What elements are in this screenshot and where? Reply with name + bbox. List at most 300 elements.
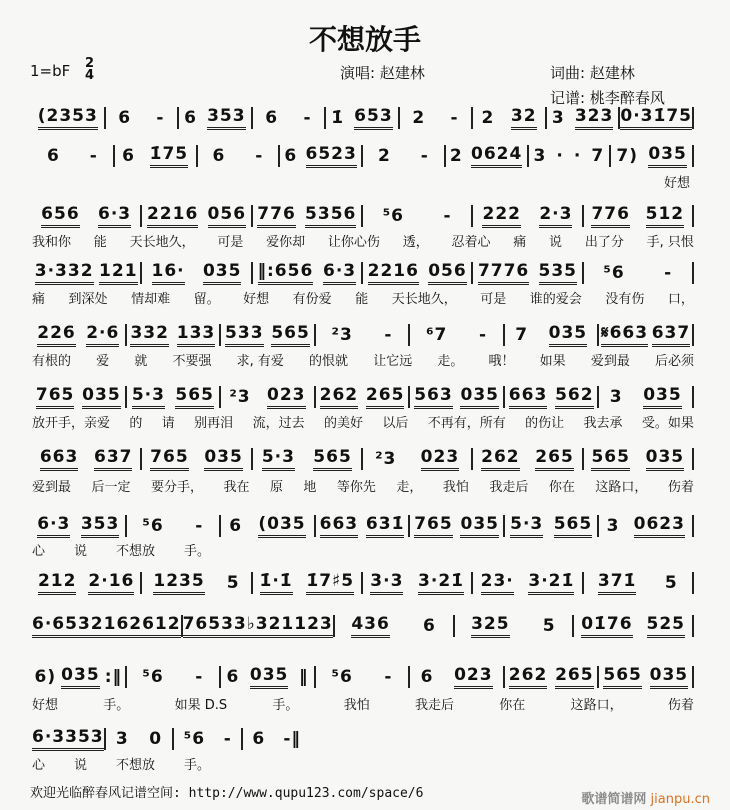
bar-line bbox=[692, 145, 694, 167]
note-group: 436 bbox=[351, 614, 390, 638]
lyric: 好想 bbox=[243, 292, 270, 307]
measure bbox=[473, 261, 581, 285]
note-group: 637 bbox=[652, 323, 691, 347]
measure bbox=[142, 204, 250, 228]
notation-row bbox=[32, 728, 310, 750]
note-group: - bbox=[223, 729, 232, 749]
note-group: 6 bbox=[265, 108, 279, 128]
measure bbox=[410, 385, 503, 409]
note-group: 663 bbox=[320, 514, 359, 538]
note-group: 0 bbox=[149, 729, 163, 749]
lyric: 我走后 bbox=[415, 698, 455, 713]
lyric: 出了分 bbox=[584, 235, 624, 250]
note-group: 323 bbox=[575, 106, 614, 130]
measure bbox=[505, 665, 598, 689]
note-group: 023 bbox=[454, 665, 493, 689]
note-group: 5 bbox=[226, 573, 240, 593]
lyric: 后一定 bbox=[91, 480, 131, 495]
measure bbox=[473, 106, 545, 130]
note-group: 2·16 bbox=[88, 571, 134, 595]
lyrics-row bbox=[32, 231, 694, 249]
measure bbox=[547, 106, 619, 130]
singer: 演唱: 赵建林 bbox=[340, 64, 425, 82]
note-group: 525 bbox=[647, 614, 686, 638]
measure bbox=[316, 514, 409, 538]
lyric: 手。 bbox=[272, 698, 299, 713]
note-group: 265 bbox=[535, 447, 574, 471]
note-group: 6 bbox=[118, 108, 132, 128]
notation-row bbox=[32, 448, 694, 470]
measure bbox=[446, 144, 527, 168]
note-group: 262 bbox=[320, 385, 359, 409]
bar-line bbox=[692, 448, 694, 470]
lyric: 你在 bbox=[499, 698, 526, 713]
measure bbox=[142, 571, 250, 595]
measure bbox=[253, 447, 361, 471]
lyric: 我走后 bbox=[489, 480, 529, 495]
lyrics-row bbox=[32, 172, 690, 190]
note-group: - bbox=[195, 667, 204, 687]
measure bbox=[620, 106, 692, 130]
note-group: 765 bbox=[150, 447, 189, 471]
note-group: ²3 bbox=[331, 325, 353, 345]
note-group: - bbox=[89, 146, 98, 166]
lyric: 就 bbox=[134, 354, 148, 369]
measure bbox=[611, 144, 692, 168]
note-group: 562 bbox=[555, 385, 594, 409]
lyric: 心 bbox=[32, 758, 46, 773]
lyric: 等你先 bbox=[336, 480, 376, 495]
lyric: 要分手， bbox=[150, 480, 203, 495]
note-group: ²3 bbox=[375, 449, 397, 469]
note-group: ⁵6 bbox=[331, 667, 353, 687]
note-group: 7) bbox=[616, 146, 639, 166]
measure bbox=[363, 206, 471, 226]
note-group: · bbox=[573, 146, 582, 166]
lyrics-row bbox=[32, 754, 210, 772]
measure bbox=[326, 106, 398, 130]
notation-row bbox=[32, 205, 694, 227]
lyric: 爱你却 bbox=[266, 235, 306, 250]
measure bbox=[363, 447, 471, 471]
bar-line bbox=[692, 615, 694, 637]
measure bbox=[455, 614, 573, 638]
note-group: 353 bbox=[65, 727, 104, 751]
measure bbox=[142, 261, 250, 285]
note-group: 2 bbox=[481, 108, 495, 128]
lyric: 让你心伤 bbox=[327, 235, 380, 250]
lyric: 地 bbox=[303, 480, 317, 495]
note-group: 6 bbox=[229, 516, 243, 536]
measure bbox=[106, 108, 178, 128]
note-group: 3·21̇ bbox=[418, 571, 464, 595]
note-group: 533 bbox=[225, 323, 264, 347]
note-group: - bbox=[479, 325, 488, 345]
bar-line bbox=[692, 107, 694, 129]
note-group: 6·3 bbox=[37, 514, 70, 538]
note-group: 6 bbox=[212, 146, 226, 166]
lyric: 放开手，亲爱 bbox=[32, 416, 111, 431]
measure bbox=[32, 514, 125, 538]
measure bbox=[243, 729, 310, 749]
note-group: · bbox=[556, 146, 564, 166]
note-group: 6 bbox=[252, 729, 266, 749]
meter-top: 2 bbox=[85, 56, 95, 71]
note-group: 1̇·1̇ bbox=[260, 571, 293, 595]
note-group: 7776 bbox=[478, 261, 529, 285]
note-group: 2216 bbox=[147, 204, 198, 228]
notation-row bbox=[32, 262, 694, 284]
note-group: 32162612 bbox=[78, 614, 181, 638]
measure bbox=[32, 571, 140, 595]
lyric: 忍着心 bbox=[451, 235, 491, 250]
note-group: 1̇75 bbox=[150, 144, 189, 168]
measure bbox=[584, 571, 692, 595]
measure bbox=[316, 385, 409, 409]
lyric: 到深处 bbox=[68, 292, 108, 307]
lyric: 伤着 bbox=[667, 698, 694, 713]
measure bbox=[599, 323, 692, 347]
measure bbox=[32, 323, 125, 347]
notation-row bbox=[32, 666, 694, 688]
note-group: 32 bbox=[511, 106, 537, 130]
note-group: 776 bbox=[257, 204, 296, 228]
note-group: 5356 bbox=[305, 204, 356, 228]
note-group: 035 bbox=[650, 665, 689, 689]
measure bbox=[363, 571, 471, 595]
note-group: 035 bbox=[203, 261, 242, 285]
note-group: 332 bbox=[130, 323, 169, 347]
measure bbox=[179, 106, 251, 130]
notation-row bbox=[32, 107, 694, 129]
lyrics-row bbox=[32, 540, 210, 558]
lyric: 我怕 bbox=[442, 480, 469, 495]
note-group: 3 bbox=[606, 516, 620, 536]
measure bbox=[198, 146, 279, 166]
note-group: 776 bbox=[591, 204, 630, 228]
lyric: 爱到最 bbox=[32, 480, 72, 495]
lyric: 这路口， bbox=[570, 698, 623, 713]
note-group: 16· bbox=[152, 261, 185, 285]
measure bbox=[584, 204, 692, 228]
note-group: 265 bbox=[555, 665, 594, 689]
note-group: 653 bbox=[354, 106, 393, 130]
measure bbox=[32, 146, 113, 166]
note-group: 035 bbox=[549, 323, 588, 347]
lyric: 的恨就 bbox=[309, 354, 349, 369]
measure bbox=[400, 108, 472, 128]
lyric: 天长地久， bbox=[129, 235, 195, 250]
note-group: 023 bbox=[267, 385, 306, 409]
lyric: 不想放 bbox=[115, 758, 155, 773]
note-group: 353 bbox=[207, 106, 246, 130]
note-group: 6) bbox=[34, 667, 57, 687]
lyric: 好想 bbox=[663, 176, 690, 191]
note-group: 2216 bbox=[368, 261, 419, 285]
lyric: 的 bbox=[129, 416, 143, 431]
note-group: - bbox=[384, 325, 393, 345]
note-group: ²3 bbox=[229, 387, 251, 407]
measure bbox=[410, 325, 503, 345]
note-group: - bbox=[450, 108, 459, 128]
note-group: 2·6 bbox=[86, 323, 119, 347]
measure bbox=[221, 665, 314, 689]
note-group: 535 bbox=[539, 261, 578, 285]
measure bbox=[253, 204, 361, 228]
note-group: 6 bbox=[420, 667, 434, 687]
note-group: 6 bbox=[122, 146, 135, 166]
note-group: (2353 bbox=[38, 106, 98, 130]
note-group: 663 bbox=[40, 447, 79, 471]
note-group: 765 bbox=[414, 514, 453, 538]
measure bbox=[253, 108, 325, 128]
lyric: 我和你 bbox=[32, 235, 72, 250]
note-group: 76533♭321 bbox=[183, 614, 295, 638]
watermark bbox=[581, 788, 710, 807]
measure bbox=[221, 514, 314, 538]
note-group: - bbox=[303, 108, 312, 128]
measure bbox=[335, 614, 453, 638]
time-signature bbox=[85, 58, 94, 82]
lyric: 爱 bbox=[96, 354, 110, 369]
lyric: 你在 bbox=[548, 480, 575, 495]
note-group: 035 bbox=[204, 447, 243, 471]
lyric: 痛 bbox=[32, 292, 46, 307]
measure bbox=[410, 514, 503, 538]
measure bbox=[115, 144, 196, 168]
note-group: - bbox=[195, 516, 204, 536]
measure bbox=[127, 516, 220, 536]
lyric: 以后 bbox=[382, 416, 409, 431]
note-group: 565 bbox=[271, 323, 310, 347]
note-group: 6·3 bbox=[32, 727, 65, 751]
measure bbox=[574, 614, 692, 638]
note-group: 563 bbox=[414, 385, 453, 409]
note-group: 265 bbox=[366, 385, 405, 409]
lyric: 说 bbox=[73, 544, 87, 559]
note-group: 1235 bbox=[153, 571, 204, 595]
measure bbox=[253, 261, 361, 285]
lyric: 请 bbox=[161, 416, 175, 431]
lyric: 不再有，所有 bbox=[427, 416, 506, 431]
note-group: 262 bbox=[509, 665, 548, 689]
lyric: 能 bbox=[355, 292, 369, 307]
note-group: ⁵6 bbox=[603, 263, 625, 283]
lyric: 谁的爱会 bbox=[529, 292, 582, 307]
measure bbox=[529, 146, 610, 166]
measure bbox=[473, 571, 581, 595]
note-group: ⁵6 bbox=[142, 667, 164, 687]
note-group: 3·3 bbox=[370, 571, 403, 595]
measure bbox=[316, 667, 409, 687]
song-title: 不想放手 bbox=[308, 23, 421, 56]
note-group: 371̇ bbox=[598, 571, 637, 595]
note-group: 222 bbox=[482, 204, 521, 228]
note-group: 565 bbox=[603, 665, 642, 689]
transcriber: 记谱: 桃李醉春风 bbox=[550, 89, 665, 107]
note-group: 5·3 bbox=[510, 514, 543, 538]
note-group: ‖ bbox=[298, 667, 309, 687]
lyric: 手, 只恨 bbox=[646, 235, 694, 250]
lyric: 手。 bbox=[103, 698, 130, 713]
note-group: 035 bbox=[61, 665, 100, 689]
notation-row bbox=[32, 572, 694, 594]
note-group: 035 bbox=[460, 385, 499, 409]
bar-line bbox=[692, 572, 694, 594]
bar-line bbox=[692, 205, 694, 227]
note-group: 6 bbox=[226, 667, 240, 687]
note-group: 035 bbox=[646, 447, 685, 471]
bar-line bbox=[692, 324, 694, 346]
lyric: 爱到最 bbox=[590, 354, 630, 369]
lyric: 我怕 bbox=[343, 698, 370, 713]
note-group: - bbox=[443, 206, 452, 226]
measure bbox=[316, 325, 409, 345]
note-group: 6 bbox=[46, 146, 60, 166]
bar-line bbox=[692, 386, 694, 408]
lyric: 我在 bbox=[223, 480, 250, 495]
note-group: 133 bbox=[177, 323, 216, 347]
note-group: 226 bbox=[37, 323, 76, 347]
lyric: 的伤让 bbox=[525, 416, 565, 431]
note-group: 6·3 bbox=[98, 204, 131, 228]
measure bbox=[32, 204, 140, 228]
measure bbox=[183, 614, 333, 638]
note-group: 565 bbox=[591, 447, 630, 471]
meter-bottom: 4 bbox=[85, 68, 95, 83]
note-group: 2·3 bbox=[539, 204, 572, 228]
note-group: 2 bbox=[449, 146, 463, 166]
measure bbox=[32, 665, 125, 689]
measure bbox=[599, 665, 692, 689]
lyrics-row bbox=[32, 350, 694, 368]
note-group: 3 bbox=[533, 146, 547, 166]
watermark-cn: 歌谱简谱网 bbox=[581, 792, 647, 807]
lyric: 这路口， bbox=[595, 480, 648, 495]
lyric: 受。如果 bbox=[641, 416, 694, 431]
measure bbox=[410, 665, 503, 689]
lyric: 没有伤 bbox=[605, 292, 645, 307]
notation-row bbox=[32, 145, 694, 167]
composer: 词曲: 赵建林 bbox=[550, 64, 635, 82]
note-group: (035 bbox=[258, 514, 305, 538]
measure bbox=[142, 447, 250, 471]
note-group: 3 bbox=[551, 108, 565, 128]
note-group: :‖ bbox=[104, 667, 123, 687]
measure bbox=[505, 385, 598, 409]
measure bbox=[32, 447, 140, 471]
lyric: 的美好 bbox=[323, 416, 363, 431]
bar-line bbox=[692, 262, 694, 284]
note-group: 212 bbox=[38, 571, 77, 595]
lyric: 好想 bbox=[32, 698, 59, 713]
note-group: 6·3 bbox=[323, 261, 356, 285]
lyric: 说 bbox=[73, 758, 87, 773]
note-group: 2 bbox=[412, 108, 426, 128]
measure bbox=[127, 323, 220, 347]
note-group: 023 bbox=[421, 447, 460, 471]
note-group: 056 bbox=[428, 261, 467, 285]
notation-row bbox=[32, 615, 694, 637]
note-group: 0623 bbox=[634, 514, 685, 538]
note-group: 5 bbox=[664, 573, 678, 593]
note-group: 035 bbox=[648, 144, 687, 168]
note-group: 035 bbox=[250, 665, 289, 689]
measure bbox=[505, 514, 598, 538]
lyric: 说 bbox=[549, 235, 563, 250]
measure bbox=[473, 204, 581, 228]
note-group: 6 bbox=[423, 616, 436, 636]
note-group: ‖:656 bbox=[258, 261, 314, 285]
note-group: 637 bbox=[94, 447, 133, 471]
lyric: 口， bbox=[667, 292, 694, 307]
footer-link: 欢迎光临醉春风记谱空间: http://www.qupu123.com/space/6 bbox=[30, 786, 424, 801]
note-group: 7 bbox=[515, 325, 529, 345]
measure bbox=[584, 447, 692, 471]
lyric: 走， bbox=[396, 480, 423, 495]
bar-line bbox=[692, 515, 694, 537]
measure bbox=[363, 261, 471, 285]
note-group: 1̇7♯5 bbox=[306, 571, 354, 595]
measure bbox=[32, 385, 125, 409]
lyric: 如果 D.S bbox=[174, 698, 228, 713]
note-group: 3·21̇ bbox=[528, 571, 574, 595]
note-group: 1̇75 bbox=[654, 106, 693, 130]
lyric: 不想放 bbox=[115, 544, 155, 559]
note-group: 5·3 bbox=[132, 385, 165, 409]
measure bbox=[599, 514, 692, 538]
measure bbox=[253, 571, 361, 595]
measure bbox=[32, 727, 104, 751]
lyric: 天长地久， bbox=[391, 292, 457, 307]
lyric: 心 bbox=[32, 544, 46, 559]
lyric: 手。 bbox=[183, 544, 210, 559]
note-group: 353 bbox=[81, 514, 120, 538]
lyric: 痛 bbox=[513, 235, 527, 250]
notation-row bbox=[32, 515, 694, 537]
measure bbox=[221, 323, 314, 347]
note-group: 7 bbox=[591, 146, 605, 166]
note-group: - bbox=[664, 263, 673, 283]
lyrics-row bbox=[32, 476, 694, 494]
note-group: 262 bbox=[481, 447, 520, 471]
lyric: 伤着 bbox=[667, 480, 694, 495]
note-group: 5 bbox=[542, 616, 556, 636]
note-group: 2 bbox=[377, 146, 391, 166]
lyric: 别再泪 bbox=[194, 416, 234, 431]
note-group: 𝄋663 bbox=[601, 323, 648, 347]
lyric: 手。 bbox=[183, 758, 210, 773]
lyric: 让它远 bbox=[373, 354, 413, 369]
notation-row bbox=[32, 324, 694, 346]
note-group: 121 bbox=[99, 261, 138, 285]
note-group: 512 bbox=[646, 204, 685, 228]
note-group: 656 bbox=[41, 204, 80, 228]
lyric: 我去承 bbox=[583, 416, 623, 431]
note-group: - bbox=[255, 146, 264, 166]
lyric: 后必须 bbox=[654, 354, 694, 369]
notation-row bbox=[32, 386, 694, 408]
note-group: 3·332 bbox=[35, 261, 94, 285]
note-group: 035 bbox=[82, 385, 121, 409]
lyrics-row bbox=[32, 412, 694, 430]
note-group: - bbox=[156, 108, 165, 128]
note-group: 565 bbox=[175, 385, 214, 409]
note-group: 123 bbox=[294, 614, 333, 638]
measure bbox=[363, 146, 444, 166]
lyric: 不要强 bbox=[172, 354, 212, 369]
measure bbox=[32, 261, 140, 285]
